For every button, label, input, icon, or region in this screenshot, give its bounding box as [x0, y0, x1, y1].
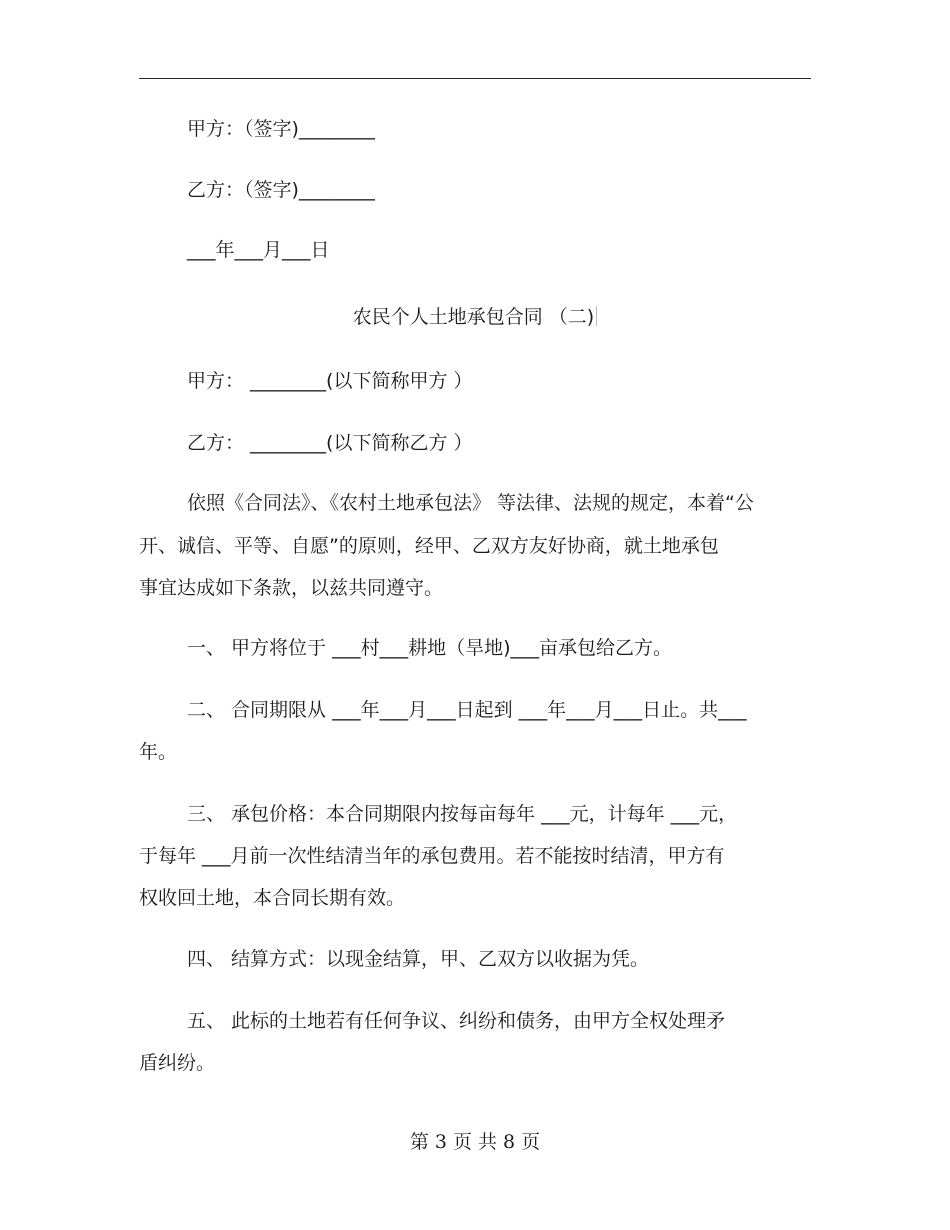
- intro-line-2: 开、诚信、平等、自愿”的原则，经甲、乙双方友好协商，就土地承包: [139, 535, 719, 557]
- contract-party-b: 乙方： ________(以下简称乙方 ）: [187, 432, 473, 454]
- intro-line-1: 依照《合同法》、《农村土地承包法》 等法律、法规的规定，本着“公: [187, 492, 754, 514]
- contract-title: 农民个人土地承包合同 （二): [352, 306, 595, 328]
- clause-2-line-2: 年。: [139, 741, 178, 763]
- text-cursor-mark: [596, 306, 597, 326]
- party-b-signature: 乙方：（签字)________: [187, 179, 375, 201]
- clause-3-line-2: 于每年 ___月前一次性结清当年的承包费用。若不能按时结清，甲方有: [139, 845, 725, 867]
- contract-title-wrap: [0, 306, 950, 327]
- page-number-footer: 第 3 页 共 8 页: [409, 1131, 541, 1153]
- header-rule: [139, 78, 811, 79]
- party-a-signature: 甲方：（签字)________: [187, 118, 375, 140]
- clause-1-line-1: 一、 甲方将位于 ___村___耕地（旱地)___亩承包给乙方。: [187, 637, 672, 659]
- signature-date: ___年___月___日: [187, 239, 330, 261]
- clause-2-line-1: 二、 合同期限从 ___年___月___日起到 ___年___月___日止。共___: [187, 699, 747, 721]
- clause-3-line-3: 权收回土地，本合同长期有效。: [139, 887, 406, 909]
- intro-line-3: 事宜达成如下条款，以兹共同遵守。: [139, 577, 444, 599]
- contract-party-a: 甲方： ________(以下简称甲方 ）: [187, 370, 473, 392]
- clause-4-line-1: 四、 结算方式：以现金结算，甲、乙双方以收据为凭。: [187, 948, 650, 970]
- clause-5-line-1: 五、 此标的土地若有任何争议、纠纷和债务，由甲方全权处理矛: [187, 1010, 726, 1032]
- clause-5-line-2: 盾纠纷。: [139, 1052, 216, 1074]
- clause-3-line-1: 三、 承包价格：本合同期限内按每亩每年 ___元，计每年 ___元，: [187, 803, 738, 825]
